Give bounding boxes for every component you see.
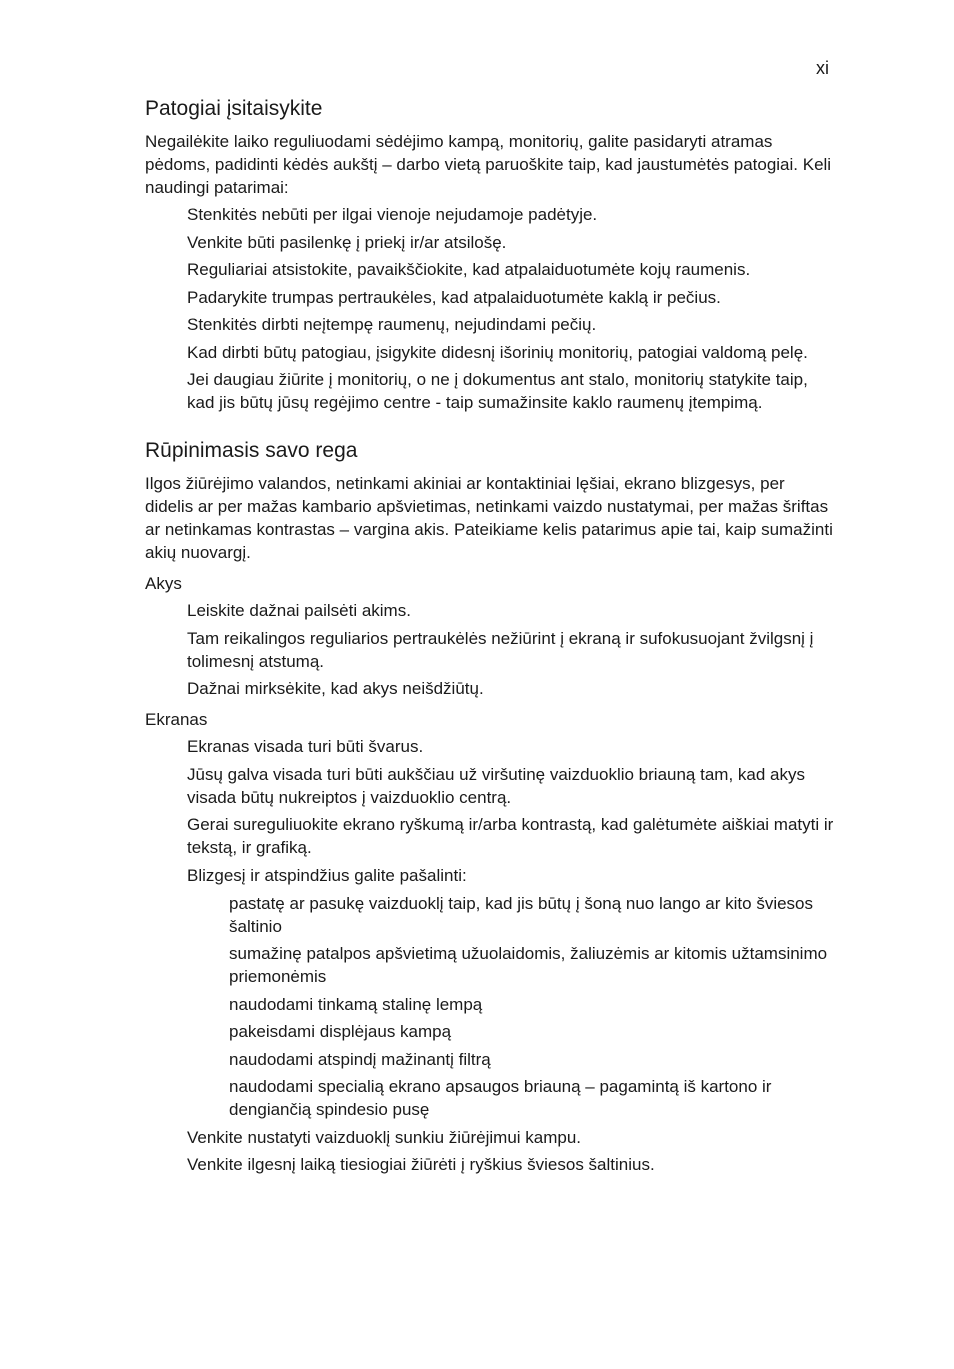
glare-label: Blizgesį ir atspindžius galite pašalinti: <box>187 865 467 885</box>
eyes-label: Akys <box>145 574 182 593</box>
list-item: Kad dirbti būtų patogiau, įsigykite didesnį išorinių monitorių, patogiai valdomą pelę. <box>187 342 808 362</box>
list-item: Jūsų galva visada turi būti aukščiau už viršutinę vaizduoklio briauną tam, kad akys visada būtų nukreiptos į vaizduoklio centrą. <box>187 764 805 807</box>
section-title-vision: Rūpinimasis savo rega <box>145 439 358 462</box>
list-item: pakeisdami displėjaus kampą <box>229 1022 452 1041</box>
page-number: xi <box>816 58 829 78</box>
list-item: Stenkitės dirbti neįtempę raumenų, nejudindami pečių. <box>187 315 597 334</box>
list-item: Jei daugiau žiūrite į monitorių, o ne į dokumentus ant stalo, monitorių statykite taip, kad jis būtų jūsų regėjimo centre - taip sumažinsite kaklo raumenų įtempimą. <box>187 370 808 412</box>
list-item: Stenkitės nebūti per ilgai vienoje nejudamoje padėtyje. <box>187 205 598 224</box>
list-item-glare <box>187 864 835 1122</box>
list-item: Reguliariai atsistokite, pavaikščiokite, kad atpalaiduotumėte kojų raumenis. <box>187 260 751 279</box>
list-item: Leiskite dažnai pailsėti akims. <box>187 601 411 620</box>
list-item: naudodami tinkamą stalinę lempą <box>229 994 483 1014</box>
section-title-comfort: Patogiai įsitaisykite <box>145 97 323 120</box>
eyes-tips-list <box>145 599 835 700</box>
list-item: naudodami atspindį mažinantį filtrą <box>229 1049 491 1069</box>
list-item: Venkite būti pasilenkę į priekį ir/ar atsilošę. <box>187 232 507 252</box>
list-item: Tam reikalingos reguliarios pertraukėlės nežiūrint į ekraną ir sufokusuojant žvilgsnį į tolimesnį atstumą. <box>187 628 814 671</box>
list-item: naudodami specialią ekrano apsaugos briauną – pagamintą iš kartono ir dengiančią spindesio pusę <box>229 1077 772 1119</box>
list-item: Dažnai mirksėkite, kad akys neišdžiūtų. <box>187 679 484 698</box>
list-item: Venkite ilgesnį laiką tiesiogiai žiūrėti į ryškius šviesos šaltinius. <box>187 1155 655 1174</box>
glare-tips-list <box>187 892 835 1122</box>
section-intro-comfort: Negailėkite laiko reguliuodami sėdėjimo kampą, monitorių, galite pasidaryti atramas pėdoms, padidinti kėdės aukštį – darbo vietą paruoškite taip, kad jaustumėtės patogiai. Keli naudingi patarimai: <box>145 132 832 197</box>
page-content <box>145 96 835 1181</box>
list-item: sumažinę patalpos apšvietimą užuolaidomis, žaliuzėmis ar kitomis užtamsinimo priemonėmis <box>229 944 828 986</box>
comfort-tips-list <box>145 203 835 414</box>
screen-tips-list <box>145 735 835 1176</box>
list-item: pastatę ar pasukę vaizduoklį taip, kad jis būtų į šoną nuo lango ar kito šviesos šaltinio <box>229 893 814 936</box>
list-item: Gerai sureguliuokite ekrano ryškumą ir/arba kontrastą, kad galėtumėte aiškiai matyti ir tekstą, ir grafiką. <box>187 815 834 857</box>
list-item: Ekranas visada turi būti švarus. <box>187 737 424 756</box>
screen-label: Ekranas <box>145 710 208 729</box>
list-item: Padarykite trumpas pertraukėles, kad atpalaiduotumėte kaklą ir pečius. <box>187 287 721 307</box>
section-intro-vision: Ilgos žiūrėjimo valandos, netinkami akiniai ar kontaktiniai lęšiai, ekrano blizgesys, per didelis ar per mažas kambario apšvietimas, netinkami vaizdo nustatymai, per mažas šriftas ar netinkamas kontrastas – vargina akis. Pateikiame kelis patarimus apie tai, kaip sumažinti akių nuovargį. <box>145 474 833 562</box>
list-item: Venkite nustatyti vaizduoklį sunkiu žiūrėjimui kampu. <box>187 1127 582 1147</box>
